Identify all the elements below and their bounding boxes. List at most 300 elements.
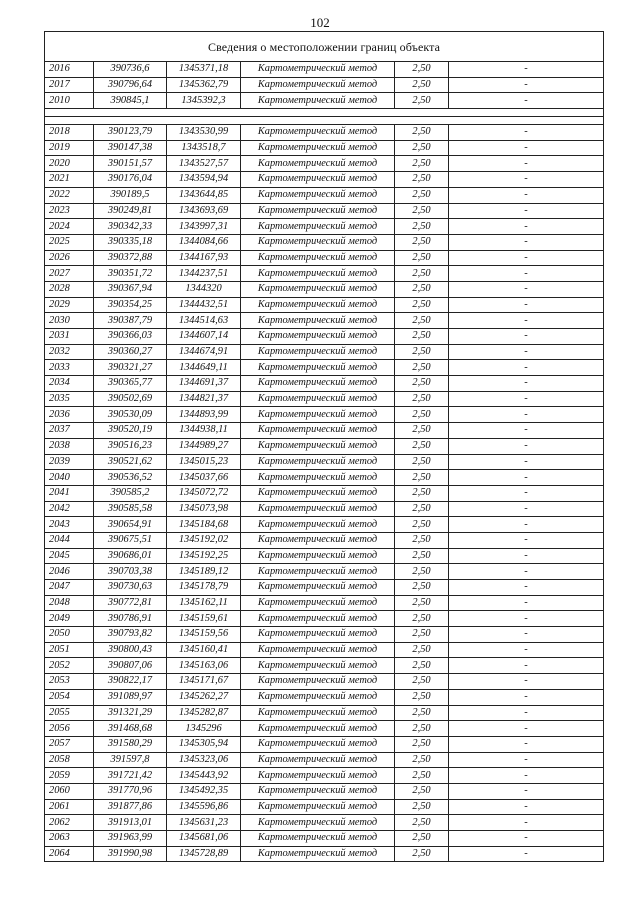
- method-cell: Картометрический метод: [241, 783, 395, 799]
- description-cell: -: [449, 768, 604, 784]
- y-coordinate-cell: 1344821,37: [167, 391, 241, 407]
- accuracy-cell: 2,50: [395, 156, 449, 172]
- point-number-cell: 2035: [45, 391, 94, 407]
- accuracy-cell: 2,50: [395, 485, 449, 501]
- table-row: [45, 77, 604, 93]
- x-coordinate-cell: 391913,01: [94, 815, 167, 831]
- page-number: 102: [310, 15, 330, 30]
- y-coordinate-cell: 1345323,06: [167, 752, 241, 768]
- point-number-cell: 2045: [45, 548, 94, 564]
- method-cell: Картометрический метод: [241, 627, 395, 643]
- description-cell: -: [449, 705, 604, 721]
- description-cell: -: [449, 266, 604, 282]
- table-row: [45, 736, 604, 752]
- table-row: [45, 689, 604, 705]
- description-cell: -: [449, 485, 604, 501]
- y-coordinate-cell: 1345189,12: [167, 564, 241, 580]
- x-coordinate-cell: 390786,91: [94, 611, 167, 627]
- accuracy-cell: 2,50: [395, 721, 449, 737]
- x-coordinate-cell: 390654,91: [94, 517, 167, 533]
- method-cell: Картометрический метод: [241, 705, 395, 721]
- x-coordinate-cell: 391963,99: [94, 831, 167, 847]
- x-coordinate-cell: 390520,19: [94, 423, 167, 439]
- y-coordinate-cell: 1344320: [167, 281, 241, 297]
- accuracy-cell: 2,50: [395, 846, 449, 862]
- description-cell: -: [449, 799, 604, 815]
- description-cell: -: [449, 454, 604, 470]
- y-coordinate-cell: 1344514,63: [167, 313, 241, 329]
- method-cell: Картометрический метод: [241, 376, 395, 392]
- description-cell: -: [449, 470, 604, 486]
- x-coordinate-cell: 390822,17: [94, 674, 167, 690]
- x-coordinate-cell: 390736,6: [94, 62, 167, 78]
- description-cell: -: [449, 156, 604, 172]
- table-row: [45, 219, 604, 235]
- description-cell: -: [449, 313, 604, 329]
- y-coordinate-cell: 1343527,57: [167, 156, 241, 172]
- accuracy-cell: 2,50: [395, 266, 449, 282]
- y-coordinate-cell: 1345362,79: [167, 77, 241, 93]
- y-coordinate-cell: 1344237,51: [167, 266, 241, 282]
- description-cell: -: [449, 501, 604, 517]
- table-row: [45, 831, 604, 847]
- description-cell: -: [449, 77, 604, 93]
- y-coordinate-cell: 1345296: [167, 721, 241, 737]
- point-number-cell: 2024: [45, 219, 94, 235]
- method-cell: Картометрический метод: [241, 846, 395, 862]
- point-number-cell: 2034: [45, 376, 94, 392]
- table-row: [45, 407, 604, 423]
- point-number-cell: 2039: [45, 454, 94, 470]
- x-coordinate-cell: 390800,43: [94, 642, 167, 658]
- accuracy-cell: 2,50: [395, 62, 449, 78]
- x-coordinate-cell: 390585,2: [94, 485, 167, 501]
- x-coordinate-cell: 390249,81: [94, 203, 167, 219]
- point-number-cell: 2053: [45, 674, 94, 690]
- description-cell: -: [449, 611, 604, 627]
- point-number-cell: 2032: [45, 344, 94, 360]
- x-coordinate-cell: 390675,51: [94, 532, 167, 548]
- accuracy-cell: 2,50: [395, 234, 449, 250]
- table-row: [45, 783, 604, 799]
- x-coordinate-cell: 390176,04: [94, 172, 167, 188]
- y-coordinate-cell: 1344893,99: [167, 407, 241, 423]
- table-row: [45, 548, 604, 564]
- x-coordinate-cell: 390530,09: [94, 407, 167, 423]
- accuracy-cell: 2,50: [395, 219, 449, 235]
- point-number-cell: 2058: [45, 752, 94, 768]
- description-cell: -: [449, 674, 604, 690]
- description-cell: -: [449, 172, 604, 188]
- y-coordinate-cell: 1343594,94: [167, 172, 241, 188]
- accuracy-cell: 2,50: [395, 187, 449, 203]
- x-coordinate-cell: 390796,64: [94, 77, 167, 93]
- accuracy-cell: 2,50: [395, 831, 449, 847]
- y-coordinate-cell: 1345159,61: [167, 611, 241, 627]
- table-row: [45, 564, 604, 580]
- point-number-cell: 2021: [45, 172, 94, 188]
- y-coordinate-cell: 1344938,11: [167, 423, 241, 439]
- point-number-cell: 2038: [45, 438, 94, 454]
- method-cell: Картометрический метод: [241, 642, 395, 658]
- table-row: [45, 658, 604, 674]
- description-cell: -: [449, 407, 604, 423]
- boundary-coordinates-table: [44, 31, 604, 862]
- point-number-cell: 2020: [45, 156, 94, 172]
- accuracy-cell: 2,50: [395, 799, 449, 815]
- y-coordinate-cell: 1345072,72: [167, 485, 241, 501]
- table-row: [45, 752, 604, 768]
- accuracy-cell: 2,50: [395, 438, 449, 454]
- table-row: [45, 187, 604, 203]
- table-row: [45, 172, 604, 188]
- method-cell: Картометрический метод: [241, 187, 395, 203]
- x-coordinate-cell: 390730,63: [94, 580, 167, 596]
- accuracy-cell: 2,50: [395, 783, 449, 799]
- method-cell: Картометрический метод: [241, 548, 395, 564]
- description-cell: -: [449, 548, 604, 564]
- y-coordinate-cell: 1344649,11: [167, 360, 241, 376]
- method-cell: Картометрический метод: [241, 438, 395, 454]
- y-coordinate-cell: 1345162,11: [167, 595, 241, 611]
- description-cell: -: [449, 627, 604, 643]
- y-coordinate-cell: 1344167,93: [167, 250, 241, 266]
- x-coordinate-cell: 390335,18: [94, 234, 167, 250]
- point-number-cell: 2016: [45, 62, 94, 78]
- point-number-cell: 2026: [45, 250, 94, 266]
- accuracy-cell: 2,50: [395, 642, 449, 658]
- table-row: [45, 360, 604, 376]
- table-row: [45, 376, 604, 392]
- x-coordinate-cell: 390845,1: [94, 93, 167, 109]
- x-coordinate-cell: 391597,8: [94, 752, 167, 768]
- table-row: [45, 313, 604, 329]
- description-cell: -: [449, 250, 604, 266]
- x-coordinate-cell: 390536,52: [94, 470, 167, 486]
- description-cell: -: [449, 736, 604, 752]
- method-cell: Картометрический метод: [241, 62, 395, 78]
- method-cell: Картометрический метод: [241, 93, 395, 109]
- point-number-cell: 2017: [45, 77, 94, 93]
- description-cell: -: [449, 783, 604, 799]
- x-coordinate-cell: 391990,98: [94, 846, 167, 862]
- accuracy-cell: 2,50: [395, 297, 449, 313]
- y-coordinate-cell: 1345728,89: [167, 846, 241, 862]
- y-coordinate-cell: 1345015,23: [167, 454, 241, 470]
- x-coordinate-cell: 391468,68: [94, 721, 167, 737]
- point-number-cell: 2010: [45, 93, 94, 109]
- table-row: [45, 423, 604, 439]
- accuracy-cell: 2,50: [395, 125, 449, 141]
- x-coordinate-cell: 391580,29: [94, 736, 167, 752]
- point-number-cell: 2062: [45, 815, 94, 831]
- accuracy-cell: 2,50: [395, 532, 449, 548]
- method-cell: Картометрический метод: [241, 580, 395, 596]
- table-row: [45, 768, 604, 784]
- y-coordinate-cell: 1345160,41: [167, 642, 241, 658]
- table-row: [45, 203, 604, 219]
- point-number-cell: 2046: [45, 564, 94, 580]
- description-cell: -: [449, 329, 604, 345]
- y-coordinate-cell: 1343693,69: [167, 203, 241, 219]
- x-coordinate-cell: 390321,27: [94, 360, 167, 376]
- description-cell: -: [449, 438, 604, 454]
- table-row: [45, 344, 604, 360]
- method-cell: Картометрический метод: [241, 219, 395, 235]
- accuracy-cell: 2,50: [395, 470, 449, 486]
- table-row: [45, 329, 604, 345]
- point-number-cell: 2057: [45, 736, 94, 752]
- method-cell: Картометрический метод: [241, 831, 395, 847]
- accuracy-cell: 2,50: [395, 172, 449, 188]
- x-coordinate-cell: 390366,03: [94, 329, 167, 345]
- table-row: [45, 454, 604, 470]
- method-cell: Картометрический метод: [241, 77, 395, 93]
- x-coordinate-cell: 390147,38: [94, 140, 167, 156]
- method-cell: Картометрический метод: [241, 532, 395, 548]
- table-row: [45, 62, 604, 78]
- x-coordinate-cell: 390502,69: [94, 391, 167, 407]
- point-number-cell: 2063: [45, 831, 94, 847]
- point-number-cell: 2043: [45, 517, 94, 533]
- accuracy-cell: 2,50: [395, 360, 449, 376]
- point-number-cell: 2029: [45, 297, 94, 313]
- point-number-cell: 2059: [45, 768, 94, 784]
- table-row: [45, 846, 604, 862]
- accuracy-cell: 2,50: [395, 77, 449, 93]
- point-number-cell: 2028: [45, 281, 94, 297]
- accuracy-cell: 2,50: [395, 250, 449, 266]
- y-coordinate-cell: 1345178,79: [167, 580, 241, 596]
- point-number-cell: 2041: [45, 485, 94, 501]
- y-coordinate-cell: 1343644,85: [167, 187, 241, 203]
- accuracy-cell: 2,50: [395, 140, 449, 156]
- method-cell: Картометрический метод: [241, 172, 395, 188]
- description-cell: -: [449, 360, 604, 376]
- table-row: [45, 627, 604, 643]
- method-cell: Картометрический метод: [241, 250, 395, 266]
- x-coordinate-cell: 390365,77: [94, 376, 167, 392]
- description-cell: -: [449, 815, 604, 831]
- y-coordinate-cell: 1345596,86: [167, 799, 241, 815]
- point-number-cell: 2050: [45, 627, 94, 643]
- point-number-cell: 2025: [45, 234, 94, 250]
- point-number-cell: 2040: [45, 470, 94, 486]
- table-row: [45, 611, 604, 627]
- x-coordinate-cell: 390686,01: [94, 548, 167, 564]
- y-coordinate-cell: 1345184,68: [167, 517, 241, 533]
- description-cell: -: [449, 93, 604, 109]
- x-coordinate-cell: 390189,5: [94, 187, 167, 203]
- table-row: [45, 532, 604, 548]
- y-coordinate-cell: 1344674,91: [167, 344, 241, 360]
- table-row: [45, 125, 604, 141]
- method-cell: Картометрический метод: [241, 799, 395, 815]
- point-number-cell: 2036: [45, 407, 94, 423]
- y-coordinate-cell: 1345262,27: [167, 689, 241, 705]
- accuracy-cell: 2,50: [395, 611, 449, 627]
- x-coordinate-cell: 390360,27: [94, 344, 167, 360]
- x-coordinate-cell: 391321,29: [94, 705, 167, 721]
- point-number-cell: 2022: [45, 187, 94, 203]
- table-row: [45, 517, 604, 533]
- point-number-cell: 2061: [45, 799, 94, 815]
- accuracy-cell: 2,50: [395, 768, 449, 784]
- accuracy-cell: 2,50: [395, 391, 449, 407]
- y-coordinate-cell: 1345171,67: [167, 674, 241, 690]
- table-row: [45, 799, 604, 815]
- description-cell: -: [449, 140, 604, 156]
- table-row: [45, 266, 604, 282]
- y-coordinate-cell: 1345492,35: [167, 783, 241, 799]
- point-number-cell: 2060: [45, 783, 94, 799]
- method-cell: Картометрический метод: [241, 156, 395, 172]
- y-coordinate-cell: 1345282,87: [167, 705, 241, 721]
- method-cell: Картометрический метод: [241, 203, 395, 219]
- point-number-cell: 2042: [45, 501, 94, 517]
- point-number-cell: 2052: [45, 658, 94, 674]
- description-cell: -: [449, 517, 604, 533]
- point-number-cell: 2064: [45, 846, 94, 862]
- point-number-cell: 2054: [45, 689, 94, 705]
- method-cell: Картометрический метод: [241, 595, 395, 611]
- accuracy-cell: 2,50: [395, 564, 449, 580]
- y-coordinate-cell: 1345037,66: [167, 470, 241, 486]
- point-number-cell: 2030: [45, 313, 94, 329]
- accuracy-cell: 2,50: [395, 423, 449, 439]
- x-coordinate-cell: 390351,72: [94, 266, 167, 282]
- accuracy-cell: 2,50: [395, 595, 449, 611]
- method-cell: Картометрический метод: [241, 281, 395, 297]
- point-number-cell: 2018: [45, 125, 94, 141]
- description-cell: -: [449, 203, 604, 219]
- y-coordinate-cell: 1345631,23: [167, 815, 241, 831]
- method-cell: Картометрический метод: [241, 266, 395, 282]
- point-number-cell: 2037: [45, 423, 94, 439]
- y-coordinate-cell: 1344989,27: [167, 438, 241, 454]
- method-cell: Картометрический метод: [241, 407, 395, 423]
- description-cell: -: [449, 423, 604, 439]
- point-number-cell: 2044: [45, 532, 94, 548]
- point-number-cell: 2033: [45, 360, 94, 376]
- method-cell: Картометрический метод: [241, 423, 395, 439]
- method-cell: Картометрический метод: [241, 611, 395, 627]
- description-cell: -: [449, 580, 604, 596]
- accuracy-cell: 2,50: [395, 281, 449, 297]
- y-coordinate-cell: 1344607,14: [167, 329, 241, 345]
- y-coordinate-cell: 1345305,94: [167, 736, 241, 752]
- table-row: [45, 815, 604, 831]
- point-number-cell: 2056: [45, 721, 94, 737]
- x-coordinate-cell: 391770,96: [94, 783, 167, 799]
- y-coordinate-cell: 1345073,98: [167, 501, 241, 517]
- point-number-cell: 2023: [45, 203, 94, 219]
- y-coordinate-cell: 1344432,51: [167, 297, 241, 313]
- table-row: [45, 705, 604, 721]
- y-coordinate-cell: 1345192,25: [167, 548, 241, 564]
- description-cell: -: [449, 831, 604, 847]
- table-row: [45, 156, 604, 172]
- table-row: [45, 674, 604, 690]
- accuracy-cell: 2,50: [395, 313, 449, 329]
- description-cell: -: [449, 281, 604, 297]
- x-coordinate-cell: 390372,88: [94, 250, 167, 266]
- description-cell: -: [449, 721, 604, 737]
- y-coordinate-cell: 1343518,7: [167, 140, 241, 156]
- accuracy-cell: 2,50: [395, 344, 449, 360]
- accuracy-cell: 2,50: [395, 674, 449, 690]
- description-cell: -: [449, 564, 604, 580]
- description-cell: -: [449, 376, 604, 392]
- y-coordinate-cell: 1345192,02: [167, 532, 241, 548]
- method-cell: Картометрический метод: [241, 658, 395, 674]
- y-coordinate-cell: 1343530,99: [167, 125, 241, 141]
- accuracy-cell: 2,50: [395, 815, 449, 831]
- description-cell: -: [449, 391, 604, 407]
- accuracy-cell: 2,50: [395, 689, 449, 705]
- x-coordinate-cell: 390807,06: [94, 658, 167, 674]
- accuracy-cell: 2,50: [395, 580, 449, 596]
- point-number-cell: 2049: [45, 611, 94, 627]
- x-coordinate-cell: 390354,25: [94, 297, 167, 313]
- point-number-cell: 2048: [45, 595, 94, 611]
- table-row: [45, 93, 604, 109]
- accuracy-cell: 2,50: [395, 627, 449, 643]
- method-cell: Картометрический метод: [241, 297, 395, 313]
- y-coordinate-cell: 1345371,18: [167, 62, 241, 78]
- method-cell: Картометрический метод: [241, 313, 395, 329]
- method-cell: Картометрический метод: [241, 815, 395, 831]
- accuracy-cell: 2,50: [395, 658, 449, 674]
- x-coordinate-cell: 390123,79: [94, 125, 167, 141]
- accuracy-cell: 2,50: [395, 705, 449, 721]
- method-cell: Картометрический метод: [241, 721, 395, 737]
- table-title: Сведения о местоположении границ объекта: [45, 32, 604, 62]
- point-number-cell: 2019: [45, 140, 94, 156]
- method-cell: Картометрический метод: [241, 485, 395, 501]
- x-coordinate-cell: 391089,97: [94, 689, 167, 705]
- point-number-cell: 2027: [45, 266, 94, 282]
- description-cell: -: [449, 595, 604, 611]
- description-cell: -: [449, 532, 604, 548]
- table-row: [45, 391, 604, 407]
- method-cell: Картометрический метод: [241, 125, 395, 141]
- method-cell: Картометрический метод: [241, 689, 395, 705]
- x-coordinate-cell: 390387,79: [94, 313, 167, 329]
- x-coordinate-cell: 390521,62: [94, 454, 167, 470]
- table-row: [45, 438, 604, 454]
- y-coordinate-cell: 1343997,31: [167, 219, 241, 235]
- description-cell: -: [449, 297, 604, 313]
- method-cell: Картометрический метод: [241, 140, 395, 156]
- table-row: [45, 140, 604, 156]
- x-coordinate-cell: 390703,38: [94, 564, 167, 580]
- description-cell: -: [449, 689, 604, 705]
- table-row: [45, 595, 604, 611]
- y-coordinate-cell: 1344084,66: [167, 234, 241, 250]
- y-coordinate-cell: 1344691,37: [167, 376, 241, 392]
- description-cell: -: [449, 642, 604, 658]
- y-coordinate-cell: 1345443,92: [167, 768, 241, 784]
- method-cell: Картометрический метод: [241, 768, 395, 784]
- description-cell: -: [449, 219, 604, 235]
- method-cell: Картометрический метод: [241, 564, 395, 580]
- accuracy-cell: 2,50: [395, 752, 449, 768]
- method-cell: Картометрический метод: [241, 360, 395, 376]
- x-coordinate-cell: 390585,58: [94, 501, 167, 517]
- table-row: [45, 470, 604, 486]
- x-coordinate-cell: 391877,86: [94, 799, 167, 815]
